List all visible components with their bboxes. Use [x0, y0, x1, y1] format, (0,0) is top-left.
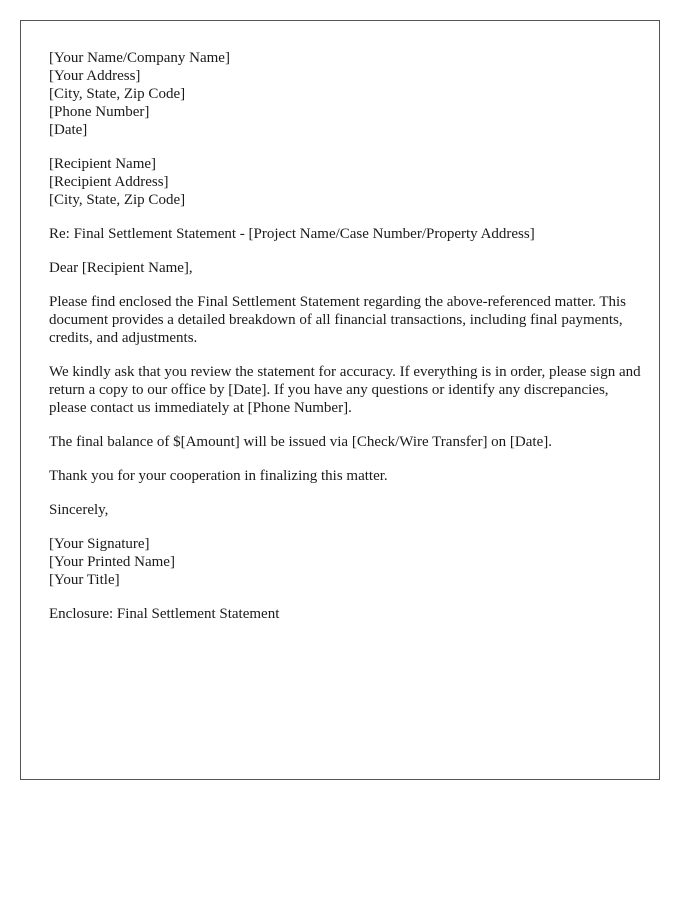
- body-paragraph-1: Please find enclosed the Final Settlement Statement regarding the above-referenced matter. This document provides a detailed breakdown of all financial transactions, including final payments, credits, and adjustments.: [49, 294, 627, 346]
- sender-city-state-zip: [City, State, Zip Code]: [49, 86, 186, 102]
- sender-date: [Date]: [49, 122, 88, 138]
- recipient-city-state-zip: [City, State, Zip Code]: [49, 192, 186, 208]
- recipient-block: [49, 155, 641, 209]
- sender-name: [Your Name/Company Name]: [49, 50, 230, 66]
- signature-placeholder: [Your Signature]: [49, 536, 150, 552]
- letter-content: [49, 49, 641, 639]
- recipient-name: [Recipient Name]: [49, 156, 157, 172]
- letter-page: [20, 20, 660, 780]
- closing: Sincerely,: [49, 502, 109, 518]
- signer-title: [Your Title]: [49, 572, 120, 588]
- subject-line: Re: Final Settlement Statement - [Project Name/Case Number/Property Address]: [49, 226, 535, 242]
- sender-phone: [Phone Number]: [49, 104, 150, 120]
- salutation: Dear [Recipient Name],: [49, 260, 193, 276]
- signature-block: [49, 535, 641, 589]
- body-paragraph-2: We kindly ask that you review the statement for accuracy. If everything is in order, please sign and return a copy to our office by [Date]. If you have any questions or identify any discrepancies, please contact us immediately at [Phone Number].: [49, 364, 641, 416]
- sender-block: [49, 49, 641, 139]
- sender-address: [Your Address]: [49, 68, 141, 84]
- printed-name: [Your Printed Name]: [49, 554, 175, 570]
- enclosure-line: Enclosure: Final Settlement Statement: [49, 606, 280, 622]
- recipient-address: [Recipient Address]: [49, 174, 169, 190]
- body-paragraph-3: The final balance of $[Amount] will be issued via [Check/Wire Transfer] on [Date].: [49, 434, 552, 450]
- body-paragraph-4: Thank you for your cooperation in finalizing this matter.: [49, 468, 388, 484]
